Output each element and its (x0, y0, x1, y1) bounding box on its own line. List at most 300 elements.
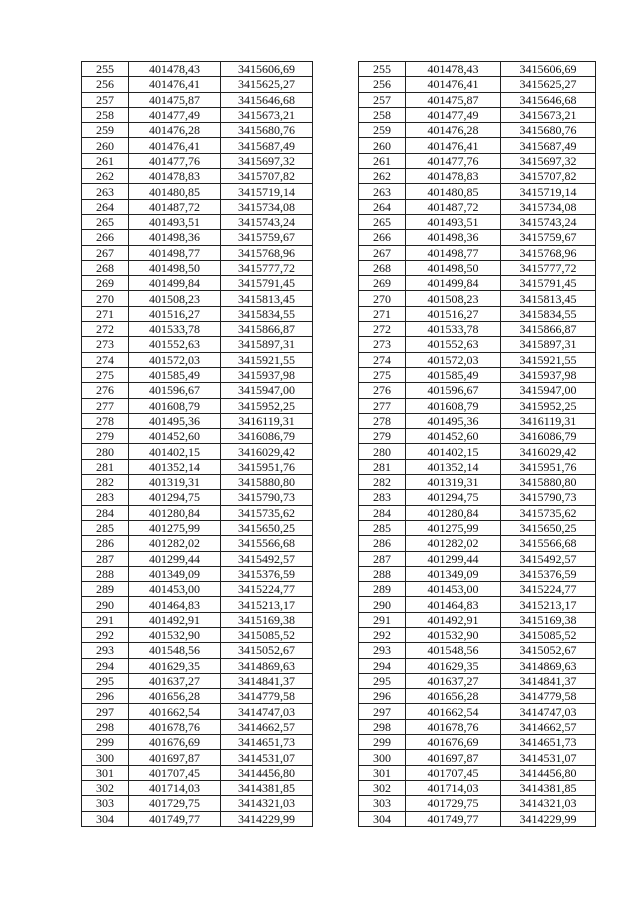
x-coordinate-cell: 401552,63 (406, 337, 501, 352)
y-coordinate-cell: 3415680,76 (221, 123, 313, 138)
x-coordinate-cell: 401637,27 (129, 673, 221, 688)
x-coordinate-cell: 401476,28 (129, 123, 221, 138)
x-coordinate-cell: 401585,49 (406, 367, 501, 382)
point-number-cell: 303 (82, 796, 129, 811)
point-number-cell: 295 (359, 673, 406, 688)
x-coordinate-cell: 401548,56 (129, 643, 221, 658)
y-coordinate-cell: 3415880,80 (501, 475, 596, 490)
table-row (359, 612, 596, 627)
point-number-cell: 303 (359, 796, 406, 811)
table-row (359, 184, 596, 199)
table-row (82, 735, 313, 750)
point-number-cell: 263 (82, 184, 129, 199)
point-number-cell: 277 (82, 398, 129, 413)
table-row (82, 352, 313, 367)
x-coordinate-cell: 401707,45 (129, 765, 221, 780)
x-coordinate-cell: 401476,41 (406, 77, 501, 92)
point-number-cell: 285 (82, 520, 129, 535)
y-coordinate-cell: 3414321,03 (221, 796, 313, 811)
y-coordinate-cell: 3415650,25 (221, 520, 313, 535)
y-coordinate-cell: 3415052,67 (221, 643, 313, 658)
point-number-cell: 276 (359, 383, 406, 398)
table-row (82, 429, 313, 444)
table-row (359, 643, 596, 658)
x-coordinate-cell: 401676,69 (406, 735, 501, 750)
table-row (82, 551, 313, 566)
x-coordinate-cell: 401572,03 (129, 352, 221, 367)
table-row (82, 245, 313, 260)
y-coordinate-cell: 3415777,72 (221, 260, 313, 275)
point-number-cell: 267 (82, 245, 129, 260)
x-coordinate-cell: 401478,83 (406, 169, 501, 184)
y-coordinate-cell: 3415697,32 (221, 153, 313, 168)
x-coordinate-cell: 401452,60 (129, 429, 221, 444)
table-row (82, 291, 313, 306)
point-number-cell: 261 (359, 153, 406, 168)
y-coordinate-cell: 3415650,25 (501, 520, 596, 535)
x-coordinate-cell: 401402,15 (406, 444, 501, 459)
point-number-cell: 273 (359, 337, 406, 352)
table-row (359, 536, 596, 551)
point-number-cell: 285 (359, 520, 406, 535)
point-number-cell: 264 (82, 199, 129, 214)
table-row (82, 765, 313, 780)
coordinate-table-left-body (82, 62, 313, 827)
table-row (359, 352, 596, 367)
table-row (82, 780, 313, 795)
x-coordinate-cell: 401352,14 (406, 459, 501, 474)
x-coordinate-cell: 401477,76 (406, 153, 501, 168)
table-row (82, 459, 313, 474)
table-row (359, 689, 596, 704)
table-row (82, 276, 313, 291)
x-coordinate-cell: 401629,35 (129, 658, 221, 673)
x-coordinate-cell: 401498,50 (406, 260, 501, 275)
y-coordinate-cell: 3414651,73 (221, 735, 313, 750)
table-row (359, 153, 596, 168)
table-row (82, 398, 313, 413)
point-number-cell: 274 (359, 352, 406, 367)
y-coordinate-cell: 3414381,85 (501, 780, 596, 795)
table-row (82, 153, 313, 168)
x-coordinate-cell: 401349,09 (129, 566, 221, 581)
table-row (82, 383, 313, 398)
table-row (359, 796, 596, 811)
x-coordinate-cell: 401495,36 (406, 413, 501, 428)
point-number-cell: 304 (359, 811, 406, 826)
table-row (82, 92, 313, 107)
y-coordinate-cell: 3416086,79 (221, 429, 313, 444)
x-coordinate-cell: 401477,76 (129, 153, 221, 168)
point-number-cell: 283 (359, 490, 406, 505)
y-coordinate-cell: 3414841,37 (221, 673, 313, 688)
table-row (359, 811, 596, 826)
x-coordinate-cell: 401464,83 (129, 597, 221, 612)
y-coordinate-cell: 3415719,14 (221, 184, 313, 199)
x-coordinate-cell: 401275,99 (129, 520, 221, 535)
point-number-cell: 269 (82, 276, 129, 291)
point-number-cell: 297 (359, 704, 406, 719)
y-coordinate-cell: 3415897,31 (501, 337, 596, 352)
point-number-cell: 271 (82, 306, 129, 321)
y-coordinate-cell: 3415673,21 (501, 107, 596, 122)
y-coordinate-cell: 3414229,99 (501, 811, 596, 826)
x-coordinate-cell: 401475,87 (129, 92, 221, 107)
table-row (359, 658, 596, 673)
y-coordinate-cell: 3415791,45 (501, 276, 596, 291)
x-coordinate-cell: 401464,83 (406, 597, 501, 612)
table-row (82, 627, 313, 642)
y-coordinate-cell: 3415813,45 (501, 291, 596, 306)
point-number-cell: 294 (359, 658, 406, 673)
y-coordinate-cell: 3414779,58 (501, 689, 596, 704)
point-number-cell: 282 (82, 475, 129, 490)
x-coordinate-cell: 401476,41 (129, 138, 221, 153)
point-number-cell: 293 (82, 643, 129, 658)
y-coordinate-cell: 3415566,68 (221, 536, 313, 551)
table-row (82, 750, 313, 765)
y-coordinate-cell: 3415866,87 (221, 322, 313, 337)
table-row (359, 214, 596, 229)
x-coordinate-cell: 401319,31 (406, 475, 501, 490)
y-coordinate-cell: 3415707,82 (221, 169, 313, 184)
y-coordinate-cell: 3415880,80 (221, 475, 313, 490)
x-coordinate-cell: 401662,54 (129, 704, 221, 719)
x-coordinate-cell: 401452,60 (406, 429, 501, 444)
x-coordinate-cell: 401516,27 (406, 306, 501, 321)
point-number-cell: 288 (82, 566, 129, 581)
y-coordinate-cell: 3415169,38 (221, 612, 313, 627)
y-coordinate-cell: 3414747,03 (501, 704, 596, 719)
y-coordinate-cell: 3414662,57 (221, 719, 313, 734)
x-coordinate-cell: 401476,41 (406, 138, 501, 153)
x-coordinate-cell: 401499,84 (406, 276, 501, 291)
point-number-cell: 266 (359, 230, 406, 245)
table-row (82, 612, 313, 627)
y-coordinate-cell: 3415734,08 (501, 199, 596, 214)
x-coordinate-cell: 401478,83 (129, 169, 221, 184)
table-row (359, 520, 596, 535)
x-coordinate-cell: 401498,36 (406, 230, 501, 245)
y-coordinate-cell: 3414321,03 (501, 796, 596, 811)
point-number-cell: 257 (359, 92, 406, 107)
y-coordinate-cell: 3415687,49 (221, 138, 313, 153)
point-number-cell: 262 (82, 169, 129, 184)
y-coordinate-cell: 3415224,77 (501, 582, 596, 597)
y-coordinate-cell: 3415085,52 (221, 627, 313, 642)
table-row (359, 322, 596, 337)
x-coordinate-cell: 401299,44 (406, 551, 501, 566)
y-coordinate-cell: 3415052,67 (501, 643, 596, 658)
x-coordinate-cell: 401552,63 (129, 337, 221, 352)
table-row (359, 444, 596, 459)
point-number-cell: 256 (82, 77, 129, 92)
table-row (359, 138, 596, 153)
coordinate-table-right (358, 61, 596, 827)
x-coordinate-cell: 401477,49 (129, 107, 221, 122)
point-number-cell: 291 (359, 612, 406, 627)
point-number-cell: 296 (82, 689, 129, 704)
table-row (359, 551, 596, 566)
y-coordinate-cell: 3414531,07 (221, 750, 313, 765)
table-row (359, 704, 596, 719)
y-coordinate-cell: 3415768,96 (221, 245, 313, 260)
y-coordinate-cell: 3414381,85 (221, 780, 313, 795)
point-number-cell: 301 (359, 765, 406, 780)
point-number-cell: 299 (359, 735, 406, 750)
y-coordinate-cell: 3415759,67 (501, 230, 596, 245)
x-coordinate-cell: 401480,85 (406, 184, 501, 199)
y-coordinate-cell: 3415646,68 (221, 92, 313, 107)
table-row (82, 306, 313, 321)
point-number-cell: 261 (82, 153, 129, 168)
table-row (82, 520, 313, 535)
x-coordinate-cell: 401299,44 (129, 551, 221, 566)
table-row (82, 811, 313, 826)
table-row (359, 199, 596, 214)
point-number-cell: 281 (82, 459, 129, 474)
x-coordinate-cell: 401572,03 (406, 352, 501, 367)
point-number-cell: 255 (359, 62, 406, 77)
y-coordinate-cell: 3415492,57 (501, 551, 596, 566)
x-coordinate-cell: 401532,90 (406, 627, 501, 642)
y-coordinate-cell: 3415937,98 (221, 367, 313, 382)
table-row (82, 566, 313, 581)
point-number-cell: 292 (82, 627, 129, 642)
x-coordinate-cell: 401498,77 (406, 245, 501, 260)
x-coordinate-cell: 401487,72 (129, 199, 221, 214)
table-row (82, 689, 313, 704)
point-number-cell: 280 (82, 444, 129, 459)
table-row (82, 658, 313, 673)
table-row (359, 429, 596, 444)
y-coordinate-cell: 3415673,21 (221, 107, 313, 122)
point-number-cell: 273 (82, 337, 129, 352)
point-number-cell: 281 (359, 459, 406, 474)
point-number-cell: 288 (359, 566, 406, 581)
y-coordinate-cell: 3415777,72 (501, 260, 596, 275)
point-number-cell: 298 (359, 719, 406, 734)
y-coordinate-cell: 3415768,96 (501, 245, 596, 260)
x-coordinate-cell: 401478,43 (129, 62, 221, 77)
table-row (82, 337, 313, 352)
y-coordinate-cell: 3415866,87 (501, 322, 596, 337)
x-coordinate-cell: 401453,00 (406, 582, 501, 597)
y-coordinate-cell: 3415790,73 (501, 490, 596, 505)
y-coordinate-cell: 3414747,03 (221, 704, 313, 719)
y-coordinate-cell: 3416119,31 (501, 413, 596, 428)
table-row (82, 597, 313, 612)
table-row (82, 536, 313, 551)
x-coordinate-cell: 401476,41 (129, 77, 221, 92)
point-number-cell: 299 (82, 735, 129, 750)
table-row (359, 413, 596, 428)
point-number-cell: 279 (359, 429, 406, 444)
x-coordinate-cell: 401548,56 (406, 643, 501, 658)
y-coordinate-cell: 3415213,17 (221, 597, 313, 612)
point-number-cell: 301 (82, 765, 129, 780)
x-coordinate-cell: 401495,36 (129, 413, 221, 428)
x-coordinate-cell: 401487,72 (406, 199, 501, 214)
point-number-cell: 265 (82, 214, 129, 229)
x-coordinate-cell: 401294,75 (406, 490, 501, 505)
x-coordinate-cell: 401729,75 (129, 796, 221, 811)
table-row (359, 597, 596, 612)
y-coordinate-cell: 3416029,42 (501, 444, 596, 459)
table-row (359, 750, 596, 765)
x-coordinate-cell: 401319,31 (129, 475, 221, 490)
table-row (359, 367, 596, 382)
table-row (359, 107, 596, 122)
point-number-cell: 282 (359, 475, 406, 490)
y-coordinate-cell: 3415897,31 (221, 337, 313, 352)
point-number-cell: 295 (82, 673, 129, 688)
y-coordinate-cell: 3415735,62 (221, 505, 313, 520)
point-number-cell: 262 (359, 169, 406, 184)
point-number-cell: 257 (82, 92, 129, 107)
point-number-cell: 297 (82, 704, 129, 719)
point-number-cell: 300 (82, 750, 129, 765)
point-number-cell: 286 (82, 536, 129, 551)
table-row (82, 796, 313, 811)
y-coordinate-cell: 3415707,82 (501, 169, 596, 184)
x-coordinate-cell: 401533,78 (406, 322, 501, 337)
x-coordinate-cell: 401480,85 (129, 184, 221, 199)
table-row (359, 505, 596, 520)
x-coordinate-cell: 401656,28 (129, 689, 221, 704)
x-coordinate-cell: 401282,02 (406, 536, 501, 551)
point-number-cell: 279 (82, 429, 129, 444)
table-row (359, 719, 596, 734)
point-number-cell: 269 (359, 276, 406, 291)
y-coordinate-cell: 3414456,80 (221, 765, 313, 780)
point-number-cell: 294 (82, 658, 129, 673)
table-row (359, 62, 596, 77)
x-coordinate-cell: 401749,77 (129, 811, 221, 826)
table-row (82, 169, 313, 184)
point-number-cell: 263 (359, 184, 406, 199)
y-coordinate-cell: 3415680,76 (501, 123, 596, 138)
x-coordinate-cell: 401402,15 (129, 444, 221, 459)
point-number-cell: 259 (359, 123, 406, 138)
y-coordinate-cell: 3415951,76 (501, 459, 596, 474)
y-coordinate-cell: 3415947,00 (501, 383, 596, 398)
table-row (82, 490, 313, 505)
table-row (359, 337, 596, 352)
table-row (359, 627, 596, 642)
x-coordinate-cell: 401280,84 (406, 505, 501, 520)
table-row (359, 735, 596, 750)
x-coordinate-cell: 401697,87 (406, 750, 501, 765)
y-coordinate-cell: 3414456,80 (501, 765, 596, 780)
y-coordinate-cell: 3415952,25 (501, 398, 596, 413)
table-row (82, 643, 313, 658)
y-coordinate-cell: 3416029,42 (221, 444, 313, 459)
x-coordinate-cell: 401678,76 (129, 719, 221, 734)
table-row (82, 184, 313, 199)
x-coordinate-cell: 401596,67 (129, 383, 221, 398)
x-coordinate-cell: 401676,69 (129, 735, 221, 750)
table-row (82, 123, 313, 138)
table-row (359, 291, 596, 306)
table-row (82, 704, 313, 719)
point-number-cell: 298 (82, 719, 129, 734)
table-row (82, 475, 313, 490)
table-row (82, 230, 313, 245)
point-number-cell: 264 (359, 199, 406, 214)
table-row (82, 107, 313, 122)
x-coordinate-cell: 401475,87 (406, 92, 501, 107)
table-row (82, 413, 313, 428)
coordinate-table-right-body (359, 62, 596, 827)
y-coordinate-cell: 3414869,63 (501, 658, 596, 673)
x-coordinate-cell: 401493,51 (406, 214, 501, 229)
table-row (82, 138, 313, 153)
point-number-cell: 258 (359, 107, 406, 122)
point-number-cell: 276 (82, 383, 129, 398)
table-row (359, 566, 596, 581)
x-coordinate-cell: 401714,03 (406, 780, 501, 795)
y-coordinate-cell: 3415169,38 (501, 612, 596, 627)
point-number-cell: 287 (359, 551, 406, 566)
y-coordinate-cell: 3415743,24 (221, 214, 313, 229)
point-number-cell: 287 (82, 551, 129, 566)
point-number-cell: 270 (82, 291, 129, 306)
y-coordinate-cell: 3415743,24 (501, 214, 596, 229)
y-coordinate-cell: 3415625,27 (221, 77, 313, 92)
x-coordinate-cell: 401608,79 (129, 398, 221, 413)
coordinate-table-left (81, 61, 313, 827)
point-number-cell: 290 (82, 597, 129, 612)
x-coordinate-cell: 401585,49 (129, 367, 221, 382)
x-coordinate-cell: 401656,28 (406, 689, 501, 704)
point-number-cell: 270 (359, 291, 406, 306)
table-row (82, 77, 313, 92)
y-coordinate-cell: 3415085,52 (501, 627, 596, 642)
x-coordinate-cell: 401637,27 (406, 673, 501, 688)
point-number-cell: 272 (359, 322, 406, 337)
point-number-cell: 286 (359, 536, 406, 551)
y-coordinate-cell: 3415492,57 (221, 551, 313, 566)
point-number-cell: 274 (82, 352, 129, 367)
x-coordinate-cell: 401662,54 (406, 704, 501, 719)
table-row (359, 673, 596, 688)
table-row (82, 214, 313, 229)
table-row (359, 306, 596, 321)
point-number-cell: 256 (359, 77, 406, 92)
point-number-cell: 265 (359, 214, 406, 229)
table-row (359, 780, 596, 795)
x-coordinate-cell: 401697,87 (129, 750, 221, 765)
y-coordinate-cell: 3415834,55 (501, 306, 596, 321)
point-number-cell: 284 (82, 505, 129, 520)
point-number-cell: 302 (82, 780, 129, 795)
table-row (82, 444, 313, 459)
y-coordinate-cell: 3415224,77 (221, 582, 313, 597)
y-coordinate-cell: 3415952,25 (221, 398, 313, 413)
point-number-cell: 292 (359, 627, 406, 642)
point-number-cell: 283 (82, 490, 129, 505)
x-coordinate-cell: 401608,79 (406, 398, 501, 413)
point-number-cell: 296 (359, 689, 406, 704)
y-coordinate-cell: 3415606,69 (221, 62, 313, 77)
y-coordinate-cell: 3415921,55 (221, 352, 313, 367)
point-number-cell: 275 (82, 367, 129, 382)
x-coordinate-cell: 401629,35 (406, 658, 501, 673)
y-coordinate-cell: 3415790,73 (221, 490, 313, 505)
table-row (82, 582, 313, 597)
table-row (359, 169, 596, 184)
